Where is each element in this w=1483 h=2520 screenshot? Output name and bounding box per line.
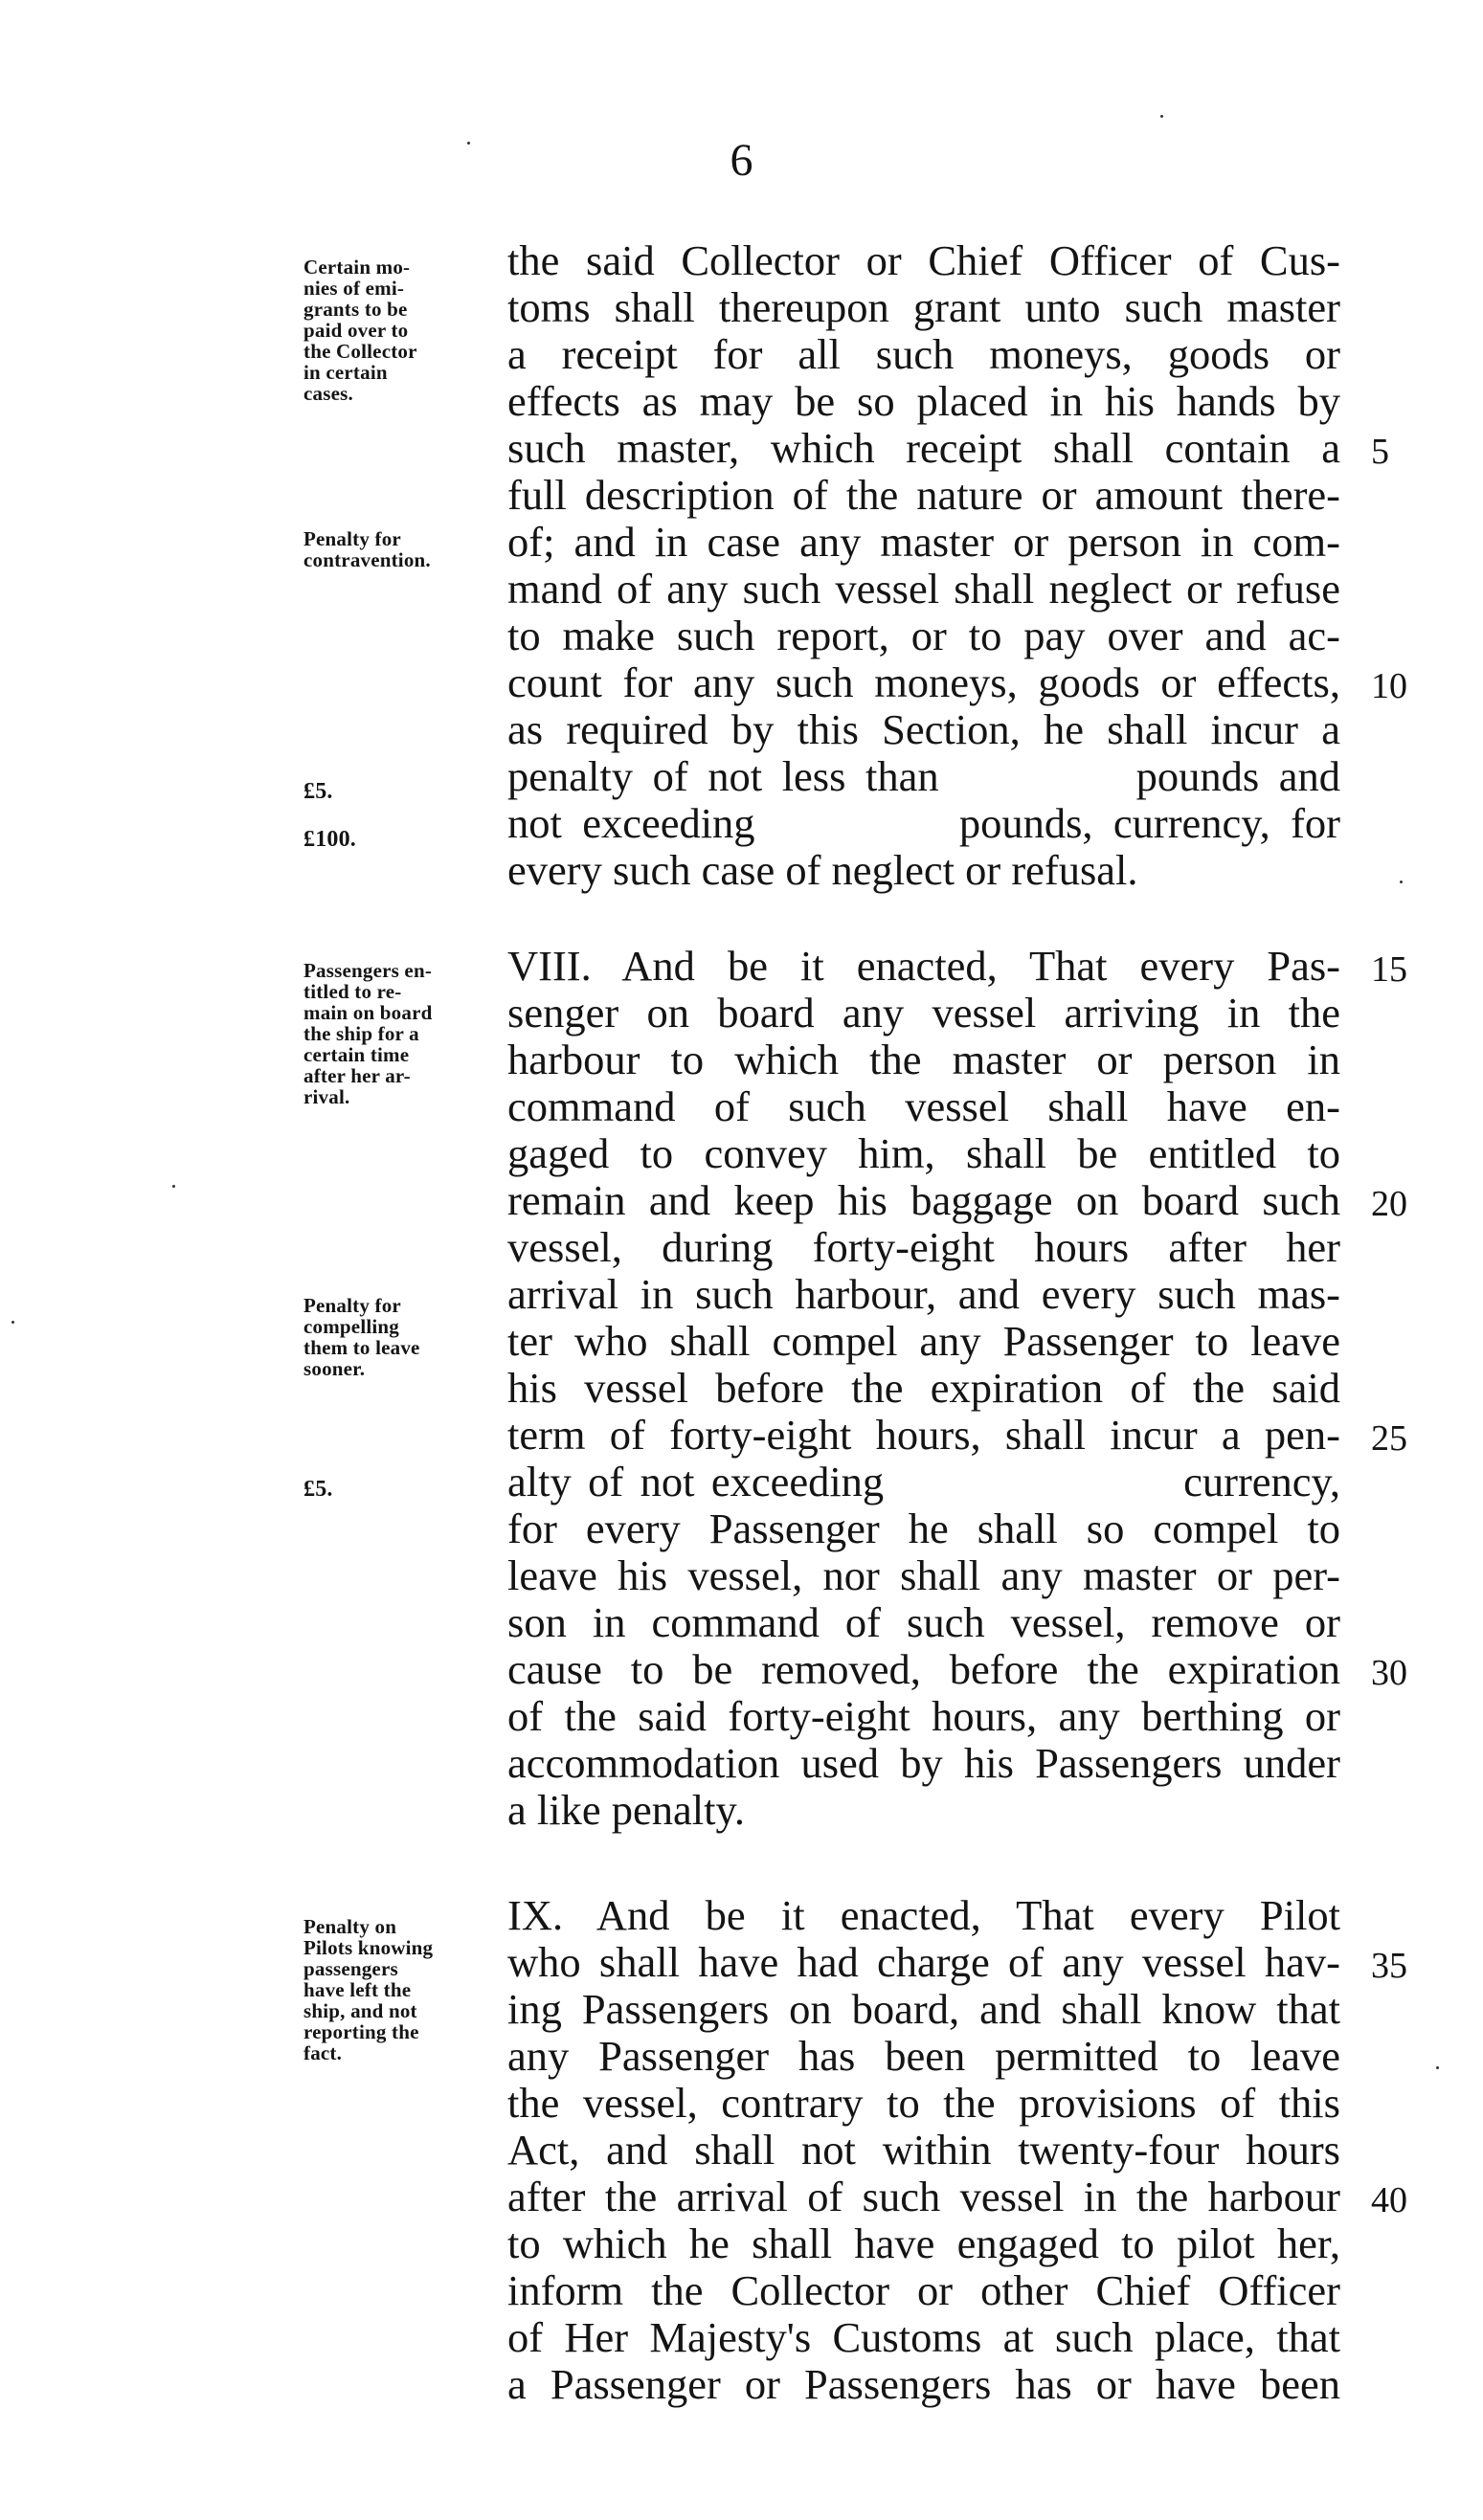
scan-speck bbox=[1436, 2066, 1439, 2069]
scan-speck bbox=[11, 1321, 14, 1324]
scan-speck bbox=[172, 1185, 175, 1188]
margin-note-emigrant-monies: Certain mo- nies of emi- grants to be paid over to the Collector in certain cases. bbox=[303, 256, 417, 405]
body-line: ing Passengers on board, and shall know that bbox=[507, 1985, 1340, 2033]
body-line: son in command of such vessel, remove or bbox=[507, 1598, 1340, 1646]
line-number: 25 bbox=[1371, 1418, 1407, 1459]
body-line: such master, which receipt shall contain a bbox=[507, 424, 1340, 472]
body-line: effects as may be so placed in his hands by bbox=[507, 377, 1340, 425]
body-line: vessel, during forty-eight hours after her bbox=[507, 1223, 1340, 1271]
margin-note-minimum-penalty: £5. bbox=[303, 779, 333, 804]
body-line: command of such vessel shall have en- bbox=[507, 1082, 1340, 1130]
margin-note-maximum-penalty: £100. bbox=[303, 827, 356, 852]
margin-note-penalty-contravention: Penalty for contravention. bbox=[303, 527, 431, 571]
body-line: arrival in such harbour, and every such mas- bbox=[507, 1270, 1340, 1318]
body-line: every such case of neglect or refusal. bbox=[507, 846, 1138, 894]
body-line: who shall have had charge of any vessel hav- bbox=[507, 1938, 1340, 1986]
line-number: 40 bbox=[1371, 2180, 1407, 2220]
body-line: a like penalty. bbox=[507, 1786, 745, 1834]
line-number: 35 bbox=[1371, 1946, 1407, 1986]
body-line: toms shall thereupon grant unto such master bbox=[507, 283, 1340, 331]
body-line: to which he shall have engaged to pilot her, bbox=[507, 2219, 1340, 2267]
section-heading-ix-line: IX. And be it enacted, That every Pilot bbox=[507, 1891, 1340, 1939]
body-line: of Her Majesty's Customs at such place, that bbox=[507, 2313, 1340, 2361]
body-line: mand of any such vessel shall neglect or refuse bbox=[507, 565, 1340, 613]
body-line: as required by this Section, he shall incur a bbox=[507, 705, 1340, 753]
scan-speck bbox=[467, 142, 470, 145]
body-line: full description of the nature or amount there- bbox=[507, 471, 1340, 519]
body-line: senger on board any vessel arriving in the bbox=[507, 989, 1340, 1037]
line-number: 5 bbox=[1371, 432, 1389, 472]
body-line: count for any such moneys, goods or effects, bbox=[507, 658, 1340, 706]
body-line: his vessel before the expiration of the said bbox=[507, 1364, 1340, 1412]
margin-note-compelling-penalty: £5. bbox=[303, 1477, 333, 1502]
body-line: harbour to which the master or person in bbox=[507, 1036, 1340, 1083]
body-line: Act, and shall not within twenty-four hours bbox=[507, 2126, 1340, 2174]
body-line: accommodation used by his Passengers under bbox=[507, 1739, 1340, 1787]
body-line: for every Passenger he shall so compel to bbox=[507, 1505, 1340, 1552]
body-line: alty of not exceeding currency, bbox=[507, 1458, 1340, 1505]
body-line: any Passenger has been permitted to leave bbox=[507, 2032, 1340, 2080]
line-number: 20 bbox=[1371, 1184, 1407, 1224]
body-line: ter who shall compel any Passenger to leave bbox=[507, 1317, 1340, 1365]
body-line: the said Collector or Chief Officer of Cus- bbox=[507, 236, 1340, 284]
scan-speck bbox=[1160, 115, 1163, 118]
body-line: cause to be removed, before the expiration bbox=[507, 1645, 1340, 1693]
body-line: remain and keep his baggage on board such bbox=[507, 1176, 1340, 1224]
body-line: not exceeding pounds, currency, for bbox=[507, 799, 1340, 847]
body-line: inform the Collector or other Chief Officer bbox=[507, 2266, 1340, 2314]
body-line: a Passenger or Passengers has or have been bbox=[507, 2360, 1340, 2408]
body-line: gaged to convey him, shall be entitled to bbox=[507, 1129, 1340, 1177]
body-line: a receipt for all such moneys, goods or bbox=[507, 330, 1340, 378]
margin-note-passengers-remain: Passengers en- titled to re- main on board the ship for a certain time after her ar- rival. bbox=[303, 959, 433, 1108]
body-line: of the said forty-eight hours, any berthing or bbox=[507, 1692, 1340, 1740]
body-line: to make such report, or to pay over and ac- bbox=[507, 612, 1340, 659]
body-line: term of forty-eight hours, shall incur a pen- bbox=[507, 1411, 1340, 1459]
section-heading-viii-line: VIII. And be it enacted, That every Pas- bbox=[507, 942, 1340, 990]
body-line: leave his vessel, nor shall any master or per- bbox=[507, 1551, 1340, 1599]
page-number: 6 bbox=[730, 135, 753, 186]
body-line: the vessel, contrary to the provisions of this bbox=[507, 2079, 1340, 2127]
line-number: 15 bbox=[1371, 949, 1407, 990]
body-line: after the arrival of such vessel in the harbour bbox=[507, 2173, 1340, 2220]
line-number: 10 bbox=[1371, 666, 1407, 706]
scan-speck bbox=[1400, 881, 1403, 883]
line-number: 30 bbox=[1371, 1653, 1407, 1693]
margin-note-penalty-compelling: Penalty for compelling them to leave sooner. bbox=[303, 1294, 420, 1380]
body-line: penalty of not less than pounds and bbox=[507, 752, 1340, 800]
body-line: of; and in case any master or person in com- bbox=[507, 518, 1340, 566]
margin-note-pilot-penalty: Penalty on Pilots knowing passengers have left the ship, and not reporting the fact. bbox=[303, 1915, 434, 2064]
